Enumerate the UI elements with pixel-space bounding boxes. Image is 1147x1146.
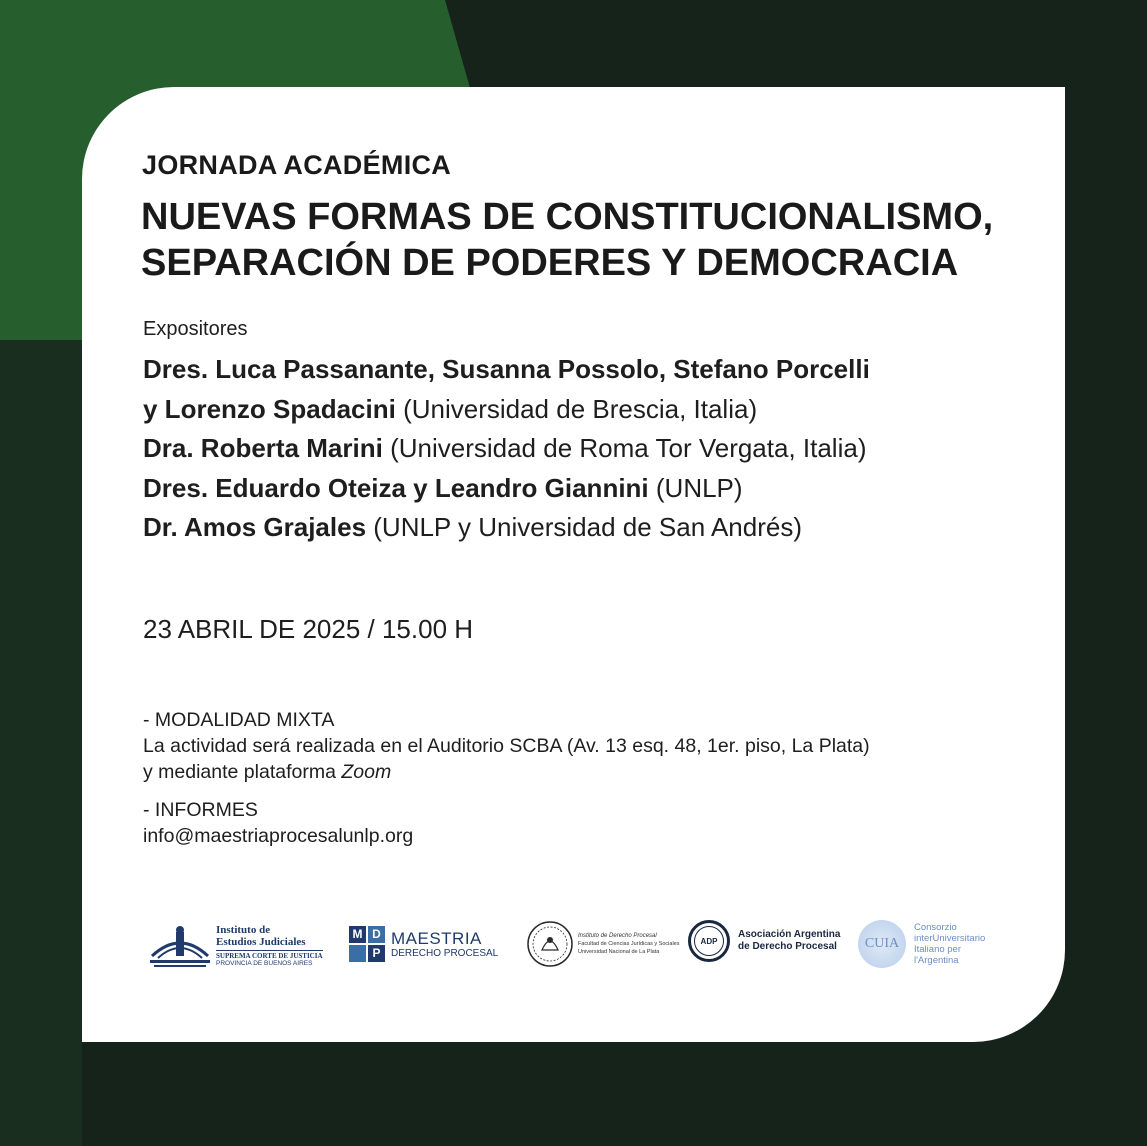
speaker-affiliation: (UNLP y Universidad de San Andrés) <box>373 512 802 542</box>
speaker-names: y Lorenzo Spadacini <box>143 393 396 424</box>
aadp-line-1: Asociación Argentina <box>738 929 841 940</box>
iej-line-2: Estudios Judiciales <box>216 936 306 948</box>
logo-maestria <box>349 926 498 962</box>
logo-idp <box>526 918 680 970</box>
modality-title: - MODALIDAD MIXTA <box>143 709 335 731</box>
modality-online <box>143 759 1043 785</box>
contact-email[interactable]: info@maestriaprocesalunlp.org <box>143 825 414 847</box>
speaker-line <box>143 390 1043 430</box>
mdp-mark <box>349 926 385 962</box>
modality-block <box>143 707 1043 785</box>
university-seal-icon <box>526 918 574 970</box>
idp-line-2: Facultad de Ciencias Jurídicas y Sociales <box>578 941 680 947</box>
informes-block <box>143 797 1043 849</box>
speaker-affiliation: (Universidad de Brescia, Italia) <box>403 393 758 424</box>
speaker-line <box>143 469 1043 509</box>
cuia-line-1: Consorzio <box>914 922 957 933</box>
speaker-names: Dres. Eduardo Oteiza y Leandro Giannini <box>143 472 649 503</box>
courthouse-icon <box>148 922 212 970</box>
iej-line-4: PROVINCIA DE BUENOS AIRES <box>216 960 313 967</box>
speaker-names: Dres. Luca Passanante, Susanna Possolo, Stefano Porcelli <box>143 354 870 384</box>
title-line-1: NUEVAS FORMAS DE CONSTITUCIONALISMO, <box>141 196 994 238</box>
modality-online-text: y mediante plataforma <box>143 761 336 783</box>
speaker-line <box>143 350 1043 390</box>
speaker-affiliation: (UNLP) <box>655 472 743 503</box>
title-line-2: SEPARACIÓN DE PODERES Y DEMOCRACIA <box>141 242 959 284</box>
cuia-mark: CUIA <box>864 936 900 951</box>
aadp-seal-text: ADP <box>694 926 724 956</box>
sponsor-logos <box>140 912 1040 982</box>
aadp-line-2: de Derecho Procesal <box>738 941 837 952</box>
scales-icon <box>688 920 730 962</box>
globe-icon <box>858 920 906 968</box>
modality-platform: Zoom <box>341 761 392 783</box>
informes-title: - INFORMES <box>143 799 258 821</box>
logo-aadp <box>688 920 840 962</box>
cuia-line-4: l'Argentina <box>914 955 959 966</box>
maestria-subtitle: DERECHO PROCESAL <box>391 947 499 959</box>
logo-cuia <box>858 920 985 968</box>
cuia-line-2: interUniversitario <box>914 933 986 944</box>
idp-line-3: Universidad Nacional de La Plata <box>578 949 660 955</box>
cuia-line-3: Italiano per <box>914 944 962 955</box>
logo-iej <box>148 922 323 970</box>
mdp-m: M <box>349 926 366 943</box>
speaker-names: Dr. Amos Grajales <box>143 512 367 542</box>
idp-line-1: Instituto de Derecho Procesal <box>578 933 657 939</box>
event-datetime: 23 ABRIL DE 2025 / 15.00 H <box>143 614 474 644</box>
maestria-title: MAESTRIA <box>391 928 482 948</box>
speaker-names: Dra. Roberta Marini <box>143 433 383 463</box>
event-kicker: JORNADA ACADÉMICA <box>142 150 452 180</box>
iej-line-1: Instituto de <box>216 924 271 936</box>
mdp-p: P <box>368 945 385 962</box>
speakers-list <box>143 350 1043 548</box>
speaker-line <box>143 508 1043 548</box>
mdp-d: D <box>368 926 385 943</box>
event-title <box>141 194 1041 286</box>
speaker-affiliation: (Universidad de Roma Tor Vergata, Italia) <box>390 433 867 463</box>
modality-venue: La actividad será realizada en el Auditorio SCBA (Av. 13 esq. 48, 1er. piso, La Plata) <box>143 735 870 757</box>
speakers-label: Expositores <box>143 318 248 340</box>
iej-line-3: SUPREMA CORTE DE JUSTICIA <box>216 952 323 960</box>
mdp-block <box>349 945 366 962</box>
speaker-line <box>143 429 1043 469</box>
